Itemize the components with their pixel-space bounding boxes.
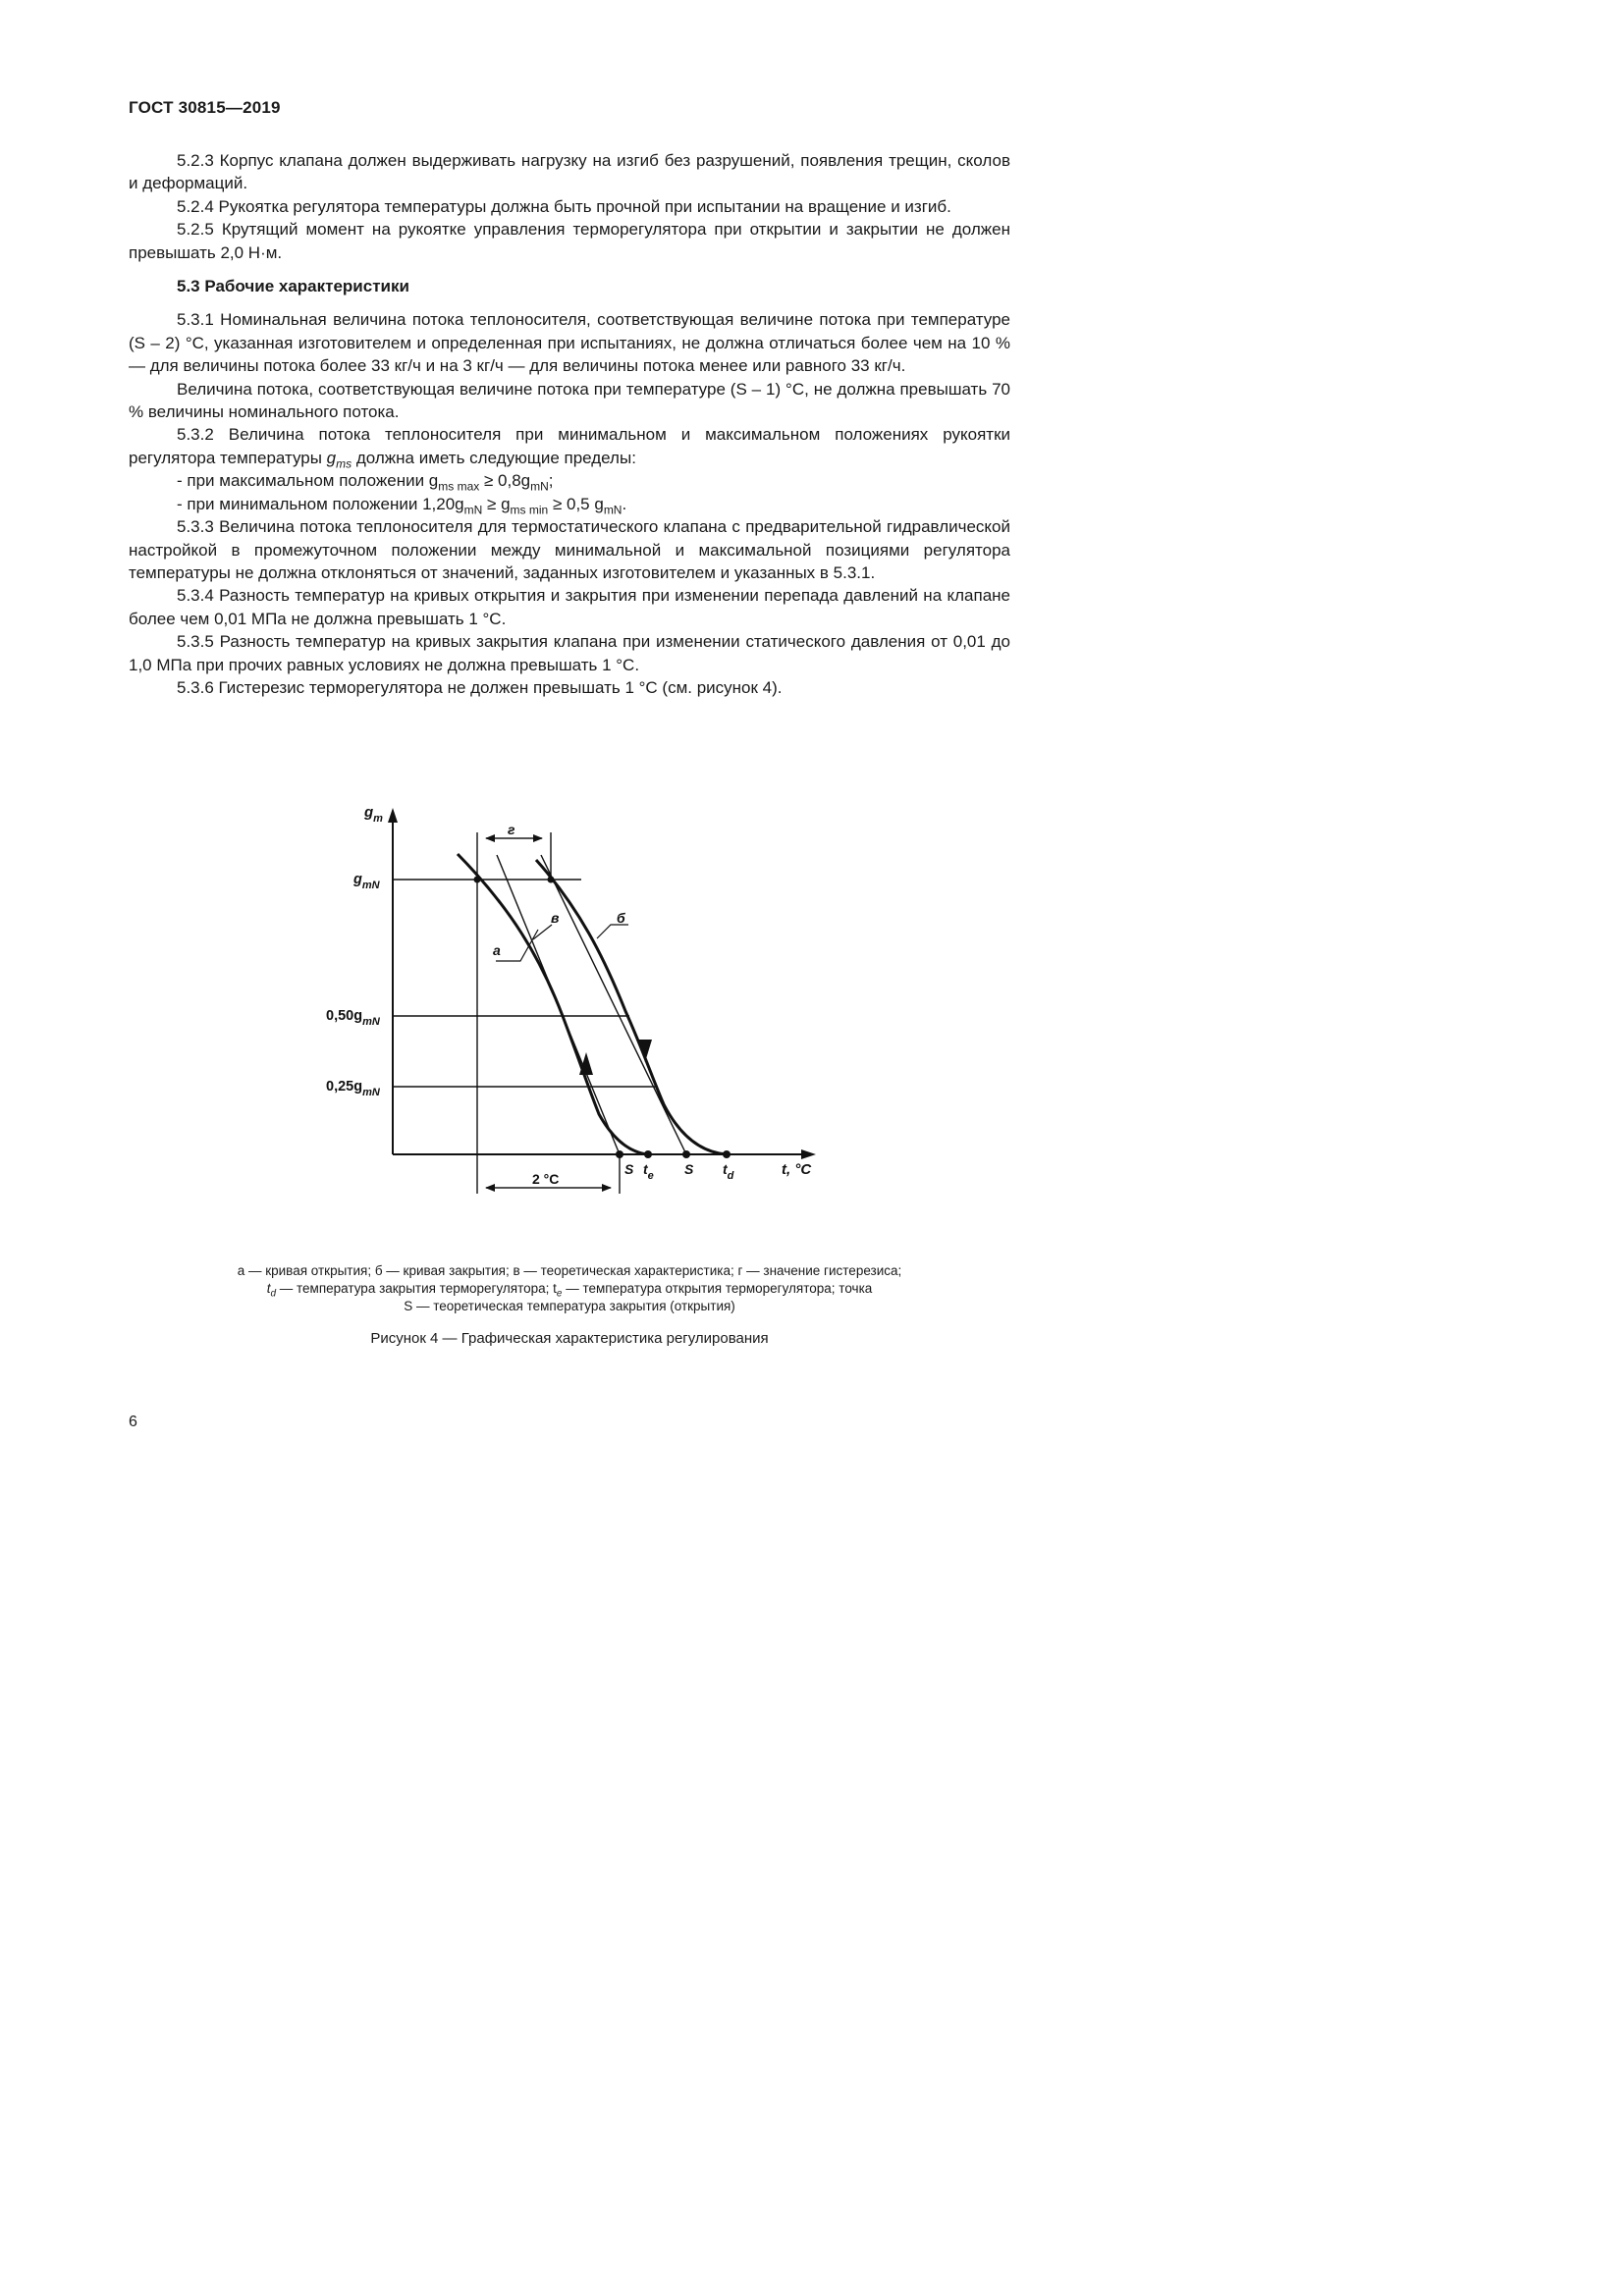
paragraph-5-3-5: 5.3.5 Разность температур на кривых закрытия клапана при изменении статического давления от 0,01 до 1,0 МПа при прочих равных условиях не должна превышать 1 °C. (129, 632, 1010, 674)
leader-line-v (533, 925, 552, 939)
l2-end: . (622, 494, 627, 513)
paragraph-5-3-3: 5.3.3 Величина потока теплоносителя для термостатического клапана с предварительной гидравлической настройкой в промежуточном положении между минимальной и максимальной позициями регулятора температуры не должна отклоняться от значений, заданных изготовителем и указанных в 5.3.1. (129, 517, 1010, 582)
x-label-td: $t_d$ (723, 1161, 734, 1182)
l2-sub2: ms min (510, 503, 549, 517)
label-hysteresis: г (508, 822, 515, 837)
section-heading-5-3: 5.3 Рабочие характеристики (177, 277, 409, 296)
paragraph-5-3-1: 5.3.1 Номинальная величина потока теплоносителя, соответствующая величине потока при температуре (S – 2) °C, указанная изготовителем и определенная при испытаниях, не должна отличаться более чем на 10 % — для величины потока более 33 кг/ч и на 3 кг/ч — для величины потока менее или равного 33 кг/ч. (129, 310, 1010, 376)
legend-line-1: а — кривая открытия; б — кривая закрытия; в — теоретическая характеристика; г — значение гистерезиса; (237, 1263, 902, 1278)
point-gmN-b (548, 877, 555, 883)
paragraph-5-2-5: 5.2.5 Крутящий момент на рукоятке управления терморегулятора при открытии и закрытии не должен превышать 2,0 Н·м. (129, 220, 1010, 262)
l1-sub2: mN (530, 479, 549, 494)
paragraph-5-3-4: 5.3.4 Разность температур на кривых открытия и закрытия при изменении перепада давлений на клапане более чем 0,01 МПа не должна превышать 1 °C. (129, 586, 1010, 628)
document-header: ГОСТ 30815—2019 (129, 98, 281, 117)
figure-caption: Рисунок 4 — Графическая характеристика регулирования (370, 1330, 769, 1347)
legend-line-3: S — теоретическая температура закрытия (открытия) (404, 1299, 735, 1313)
paragraph-5-2-3: 5.2.3 Корпус клапана должен выдерживать нагрузку на изгиб без разрушений, появления трещин, сколов и деформаций. (129, 151, 1010, 193)
x-label-S-left: S (624, 1161, 634, 1177)
l2-mid2: ≥ 0,5 g (548, 494, 604, 513)
l1-end: ; (548, 471, 554, 491)
y-tick-gmN: $g_{mN}$ (353, 872, 380, 891)
page-number: 6 (129, 1414, 137, 1430)
l1-mid: ≥ 0,8g (479, 471, 531, 491)
leader-line-a (496, 930, 538, 961)
point-S-left (616, 1150, 623, 1158)
paragraph-5-3-6: 5.3.6 Гистерезис терморегулятора не должен превышать 1 °C (см. рисунок 4). (177, 677, 783, 697)
paragraph-5-3-1-cont: Величина потока, соответствующая величине потока при температуре (S – 1) °C, не должна превышать 70 % величины номинального потока. (129, 379, 1010, 422)
l2-mid1: ≥ g (482, 494, 511, 513)
point-td (723, 1150, 731, 1158)
x-axis-arrow-icon (801, 1149, 816, 1159)
l1-sub1: ms max (438, 479, 480, 494)
point-gmN-a (474, 877, 481, 883)
opening-curve-a (458, 854, 648, 1154)
x-label-S-right: S (684, 1161, 694, 1177)
legend-line-2: $t_d$ — температура закрытия терморегулятора; $t_e$ — температура открытия терморегулятора; точка (266, 1281, 873, 1300)
paragraph-5-2-4: 5.2.4 Рукоятка регулятора температуры должна быть прочной при испытании на вращение и изгиб. (177, 196, 951, 216)
theoretical-line-right (541, 855, 686, 1154)
y-tick-050: $0,50g_{mN}$ (326, 1008, 380, 1028)
x-label-te: $t_e$ (643, 1161, 654, 1182)
point-S-right (682, 1150, 690, 1158)
y-tick-025: $0,25g_{mN}$ (326, 1079, 380, 1098)
y-axis-label: $g_m$ (364, 804, 383, 825)
p532-g: g (326, 448, 337, 467)
p532-post: должна иметь следующие пределы: (355, 448, 636, 467)
label-two-degrees: 2 °C (532, 1171, 560, 1187)
p532-pre: 5.3.2 Величина потока теплоносителя при минимальном и максимальном положениях рукоятки регулятора температуры (129, 425, 1010, 467)
y-axis-arrow-icon (388, 808, 398, 823)
label-curve-v: в (551, 910, 560, 926)
figure-legend (157, 1262, 982, 1315)
point-te (644, 1150, 652, 1158)
label-curve-a: а (493, 942, 501, 958)
regulation-characteristic-figure (0, 0, 1083, 1247)
l2-text: - при минимальном положении 1,20g (177, 494, 464, 513)
p532-sub: ms (336, 456, 352, 471)
leader-line-b (597, 925, 628, 938)
l1-text: - при максимальном положении g (177, 471, 439, 491)
x-axis-label: t, °C (782, 1161, 812, 1178)
label-curve-b: б (617, 910, 625, 926)
l2-sub3: mN (603, 503, 623, 517)
l2-sub1: mN (463, 503, 483, 517)
